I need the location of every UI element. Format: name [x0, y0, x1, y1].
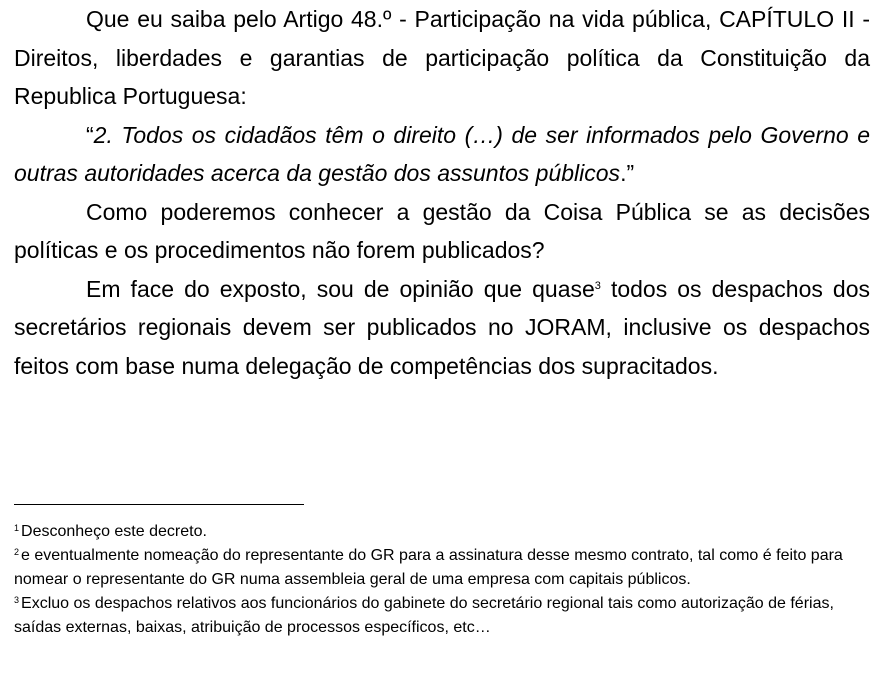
open-quote: “	[86, 121, 94, 148]
paragraph-article-reference	[14, 0, 870, 116]
body-text	[14, 0, 870, 385]
footnote-2-text: e eventualmente nomeação do representante do GR para a assinatura desse mesmo contrato, tal como é feito para nomear o representante do GR numa assembleia geral de uma empresa com capitais públicos.	[14, 547, 843, 588]
footnote-reference-3[interactable]: 3	[594, 279, 601, 292]
quote-text: 2. Todos os cidadãos têm o direito (…) de ser informados pelo Governo e outras autoridades acerca da gestão dos assuntos públicos	[14, 121, 870, 186]
footnote-2	[14, 544, 870, 592]
paragraph-conclusion	[14, 270, 870, 386]
paragraph-3-text: Como poderemos conhecer a gestão da Coisa Pública se as decisões políticas e os procedimentos não forem publicados?	[14, 198, 870, 263]
paragraph-4-text-after: todos os despachos dos secretários regionais devem ser publicados no JORAM, inclusive os despachos feitos com base numa delegação de competências dos supracitados.	[14, 275, 870, 379]
close-quote: .”	[620, 160, 635, 186]
paragraph-1-text: Que eu saiba pelo Artigo 48.º - Participação na vida pública, CAPÍTULO II -Direitos, liberdades e garantias de participação política da Constituição da Republica Portuguesa:	[14, 6, 870, 109]
footnote-2-number: 2	[14, 547, 20, 557]
document-page	[14, 0, 870, 385]
footnote-3-text: Excluo os despachos relativos aos funcionários do gabinete do secretário regional tais como autorização de férias, saídas externas, baixas, atribuição de processos específicos, etc…	[14, 595, 834, 636]
footnote-1	[14, 520, 870, 544]
footnote-3-number: 3	[14, 595, 20, 605]
paragraph-question	[14, 193, 870, 270]
paragraph-constitution-quote	[14, 116, 870, 193]
footnotes	[14, 520, 870, 640]
footnote-1-number: 1	[14, 523, 20, 533]
footnote-separator	[14, 504, 304, 505]
footnote-1-text: Desconheço este decreto.	[21, 523, 207, 540]
footnote-3	[14, 592, 870, 640]
paragraph-4-text-before: Em face do exposto, sou de opinião que quase	[86, 275, 595, 302]
